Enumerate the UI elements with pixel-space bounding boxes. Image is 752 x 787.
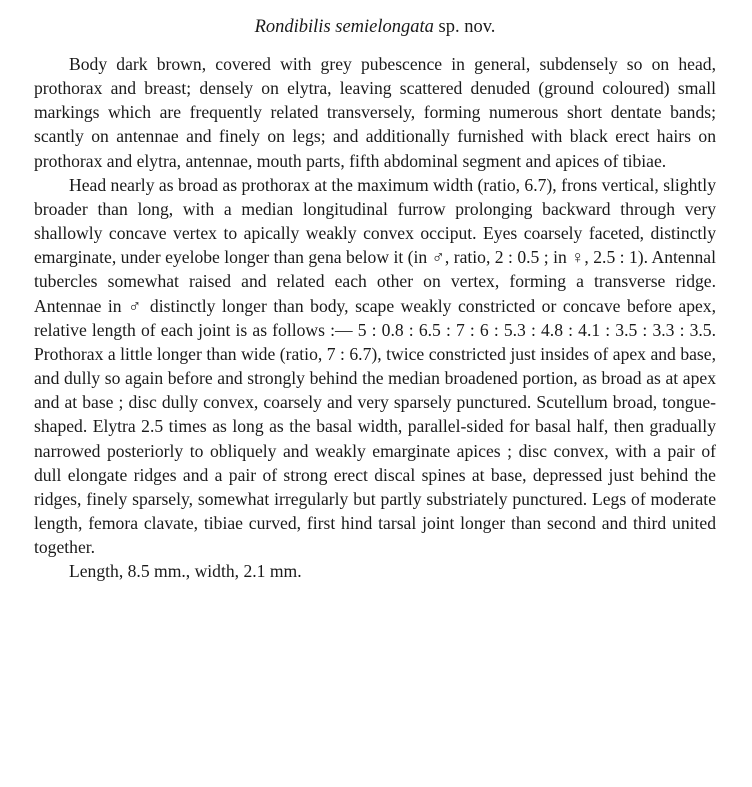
paragraph-body-coloration: Body dark brown, covered with grey pubescence in general, subdensely so on head, prothorax and breast; densely on elytra, leaving scattered denuded (ground coloured) small markings which are frequently related transversely, forming numerous short dentate bands; scantly on antennae and finely on legs; and additionally furnished with black erect hairs on prothorax and elytra, antennae, mouth parts, fifth abdominal segment and apices of tibiae. <box>34 54 716 171</box>
species-designation: sp. nov. <box>438 17 496 37</box>
paragraph-measurements: Length, 8.5 mm., width, 2.1 mm. <box>69 561 302 582</box>
species-name: Rondibilis semielongata <box>254 17 434 37</box>
paragraph-morphology: Head nearly as broad as prothorax at the maximum width (ratio, 6.7), frons vertical, slightly broader than long, with a median longitudinal furrow prolonging backward through very shallowly concave vertex to apically weakly convex occiput. Eyes coarsely faceted, distinctly emarginate, under eyelobe longer than gena below it (in ♂, ratio, 2 : 0.5 ; in ♀, 2.5 : 1). Antennal tubercles somewhat raised and related each other on vertex, forming a transverse ridge. Antennae in ♂ distinctly longer than body, scape weakly constricted or concave before apex, relative length of each joint is as follows :— 5 : 0.8 : 6.5 : 7 : 6 : 5.3 : 4.8 : 4.1 : 3.5 : 3.3 : 3.5. Prothorax a little longer than wide (ratio, 7 : 6.7), twice constricted just insides of apex and base, and dully so again before and strongly behind the median broadened portion, as broad as at apex and at base ; disc dully convex, coarsely and very sparsely punctured. Scutellum broad, tongue-shaped. Elytra 2.5 times as long as the basal width, parallel-sided for basal half, then gradually narrowed posteriorly to obliquely and weakly emarginate apices ; disc convex, with a pair of dull elongate ridges and a pair of strong erect discal spines at base, depressed just behind the ridges, finely sparsely, somewhat irregularly but partly substriately punctured. Legs of moderate length, femora clavate, tibiae curved, first hind tarsal joint longer than second and third united together. <box>34 174 716 558</box>
species-heading <box>34 12 716 42</box>
article <box>34 12 716 583</box>
